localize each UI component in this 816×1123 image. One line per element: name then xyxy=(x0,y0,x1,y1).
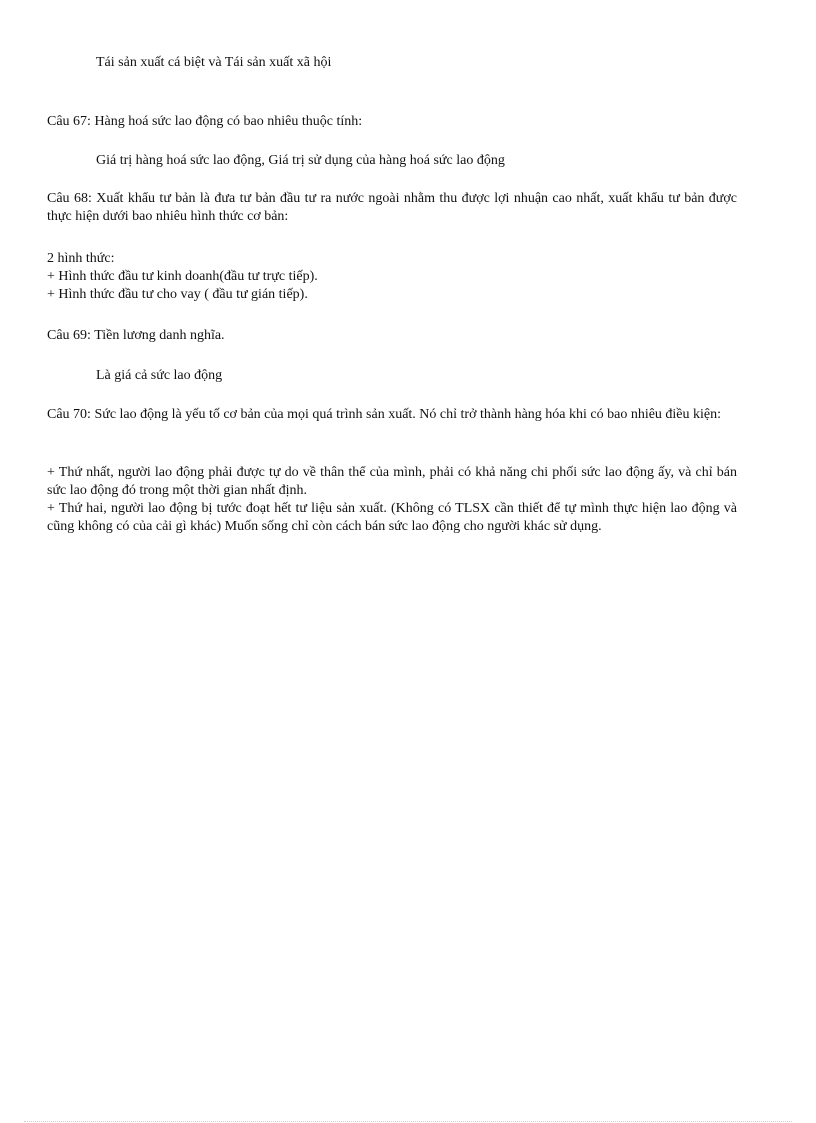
answer-69-text: Là giá cả sức lao động xyxy=(96,368,223,383)
page-bottom-divider xyxy=(24,1121,792,1122)
question-70: Câu 70: Sức lao động là yếu tố cơ bản của mọi quá trình sản xuất. Nó chỉ trở thành hàng hóa khi có bao nhiêu điều kiện: xyxy=(47,407,722,422)
question-69: Câu 69: Tiền lương danh nghĩa. xyxy=(47,328,225,343)
answer-68-heading: 2 hình thức: xyxy=(47,251,115,266)
question-67: Câu 67: Hàng hoá sức lao động có bao nhiêu thuộc tính: xyxy=(47,114,363,129)
answer-68-item-2: + Hình thức đầu tư cho vay ( đầu tư gián tiếp). xyxy=(47,287,308,302)
answer-66-text: Tái sản xuất cá biệt và Tái sản xuất xã hội xyxy=(96,55,332,70)
answer-67-text: Giá trị hàng hoá sức lao động, Giá trị sử dụng của hàng hoá sức lao động xyxy=(96,153,505,168)
question-68: Câu 68: Xuất khẩu tư bản là đưa tư bản đầu tư ra nước ngoài nhằm thu được lợi nhuận cao nhất, xuất khẩu tư bản được thực hiện dưới bao nhiêu hình thức cơ bản: xyxy=(47,191,737,224)
answer-70-item-1: + Thứ nhất, người lao động phải được tự do về thân thể của mình, phải có khả năng chi phối sức lao động ấy, và chỉ bán sức lao động đó trong một thời gian nhất định. xyxy=(47,465,737,498)
answer-68-item-1: + Hình thức đầu tư kinh doanh(đầu tư trực tiếp). xyxy=(47,269,318,284)
answer-70-item-2: + Thứ hai, người lao động bị tước đoạt hết tư liệu sản xuất. (Không có TLSX cần thiết để tự mình thực hiện lao động và cũng không có của cải gì khác) Muốn sống chỉ còn cách bán sức lao động cho người khác sử dụng. xyxy=(47,501,737,534)
